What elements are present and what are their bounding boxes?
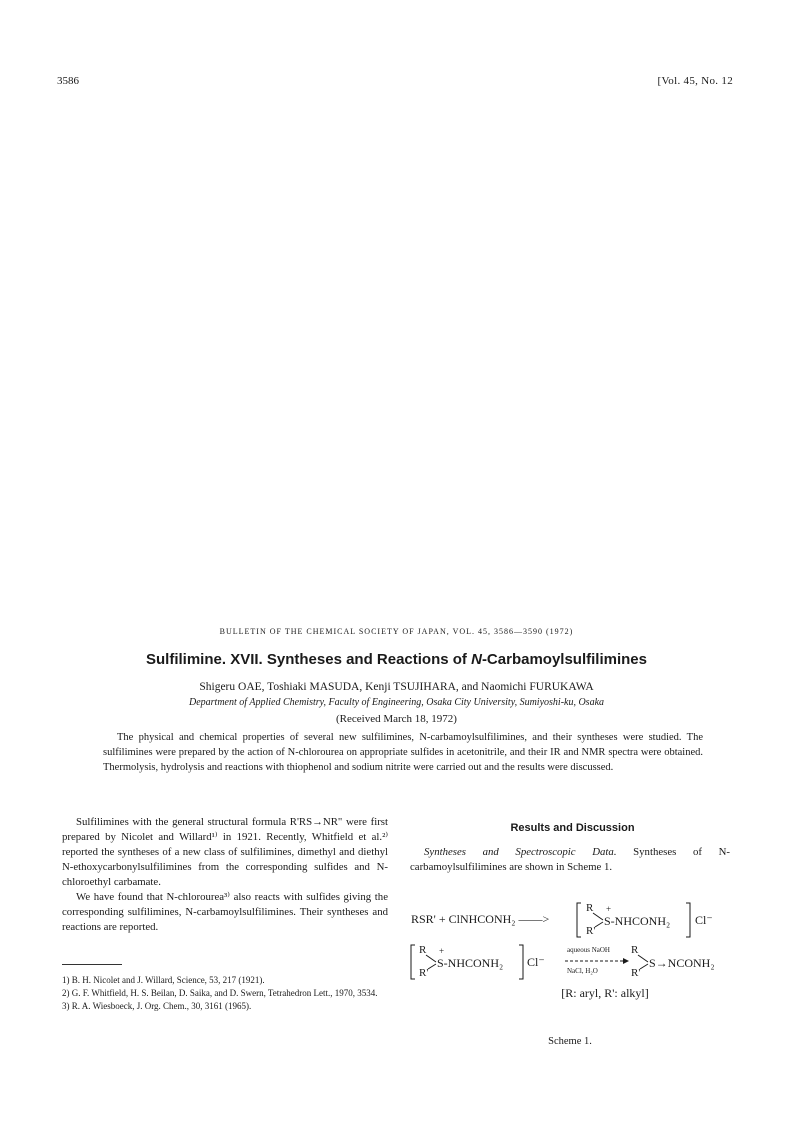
introduction xyxy=(62,815,388,935)
intro-paragraph: We have found that N-chlorourea³⁾ also reacts with sulfides giving the corresponding sulfilimines, N-carbamoylsulfilimines. Their syntheses and reactions are reported. xyxy=(62,891,388,933)
bond-line xyxy=(638,955,648,962)
page-number: 3586 xyxy=(57,75,79,87)
substituent-r: R xyxy=(586,902,594,914)
scheme-product: S→NCONH₂ xyxy=(649,956,715,970)
footnote: 1) B. H. Nicolet and J. Willard, Science, 53, 217 (1921). xyxy=(62,975,265,985)
bond-line xyxy=(428,964,436,969)
charge-plus: + xyxy=(439,946,445,956)
results-paragraph xyxy=(410,845,730,875)
journal-citation-line: BULLETIN OF THE CHEMICAL SOCIETY OF JAPAN, VOL. 45, 3586—3590 (1972) xyxy=(219,627,574,636)
bracket-left xyxy=(577,903,581,937)
bracket-left xyxy=(411,945,415,979)
scheme-counterion: Cl⁻ xyxy=(527,955,545,969)
footnote: 3) R. A. Wiesboeck, J. Org. Chem., 30, 3161 (1965). xyxy=(62,1001,252,1011)
results-text: Syntheses of N-carbamoylsulfilimines are shown in Scheme 1. xyxy=(410,846,730,873)
abstract: The physical and chemical properties of several new sulfilimines, N-carbamoylsulfilimines, and their syntheses were studied. The sulfilimines were prepared by the action of N-chlorourea on appropriate sulfides in acetonitrile, and their IR and NMR spectra were obtained. Thermolysis, hydrolysis and reactions with thiophenol and sodium nitrite were carried out and the results were discussed. xyxy=(103,732,703,773)
title-prefix: Sulfilimine. XVII. Syntheses and Reactions of xyxy=(146,651,472,668)
title-suffix: -Carbamoylsulfilimines xyxy=(481,651,647,668)
scheme-caption: Scheme 1. xyxy=(548,1036,592,1047)
bracket-right xyxy=(519,945,523,979)
substituent-r-prime: R' xyxy=(631,967,641,979)
received-date: (Received March 18, 1972) xyxy=(336,713,457,725)
scheme-reactants: RSR' + ClNHCONH₂ ——> xyxy=(411,912,550,926)
arrow-head xyxy=(623,958,629,964)
volume-info: [Vol. 45, No. 12 xyxy=(657,75,733,87)
substituent-r-prime: R' xyxy=(586,925,596,937)
scheme-counterion: Cl⁻ xyxy=(695,913,713,927)
bond-line xyxy=(426,955,436,962)
authors: Shigeru OAE, Toshiaki MASUDA, Kenji TSUJIHARA, and Naomichi FURUKAWA xyxy=(199,681,594,693)
scheme-legend: [R: aryl, R': alkyl] xyxy=(561,986,649,1000)
reaction-scheme xyxy=(405,893,745,1028)
scheme-s-group: S-NHCONH₂ xyxy=(604,914,671,928)
reagent-bottom: NaCl, H₂O xyxy=(567,967,598,975)
substituent-r-prime: R' xyxy=(419,967,429,979)
bond-line xyxy=(593,913,603,920)
substituent-r: R xyxy=(419,944,427,956)
bond-line xyxy=(595,922,603,927)
reagent-top: aqueous NaOH xyxy=(567,946,610,954)
footnotes xyxy=(62,974,392,1013)
article-title xyxy=(0,651,793,668)
section-heading: Results and Discussion xyxy=(510,822,635,834)
scheme-s-group: S-NHCONH₂ xyxy=(437,956,504,970)
results-subheading: Syntheses and Spectroscopic Data. xyxy=(424,846,617,858)
footnote-divider xyxy=(62,964,122,965)
bracket-right xyxy=(686,903,690,937)
affiliation: Department of Applied Chemistry, Faculty of Engineering, Osaka City University, Sumiyoshi-ku, Osaka xyxy=(188,697,605,708)
title-italic: N xyxy=(471,651,482,668)
substituent-r: R xyxy=(631,944,639,956)
footnote: 2) G. F. Whitfield, H. S. Beilan, D. Saika, and D. Swern, Tetrahedron Lett., 1970, 3534. xyxy=(62,988,378,998)
charge-plus: + xyxy=(606,904,612,914)
bond-line xyxy=(640,964,648,969)
intro-paragraph: Sulfilimines with the general structural formula R'RS→NR" were first prepared by Nicolet and Willard¹⁾ in 1921. Recently, Whitfield et al.²⁾ reported the syntheses of a new class of sulfilimines, dimethyl and diethyl N-ethoxycarbonylsulfilimines from the corresponding sulfides and N-chloroethyl carbamate. xyxy=(62,816,388,888)
